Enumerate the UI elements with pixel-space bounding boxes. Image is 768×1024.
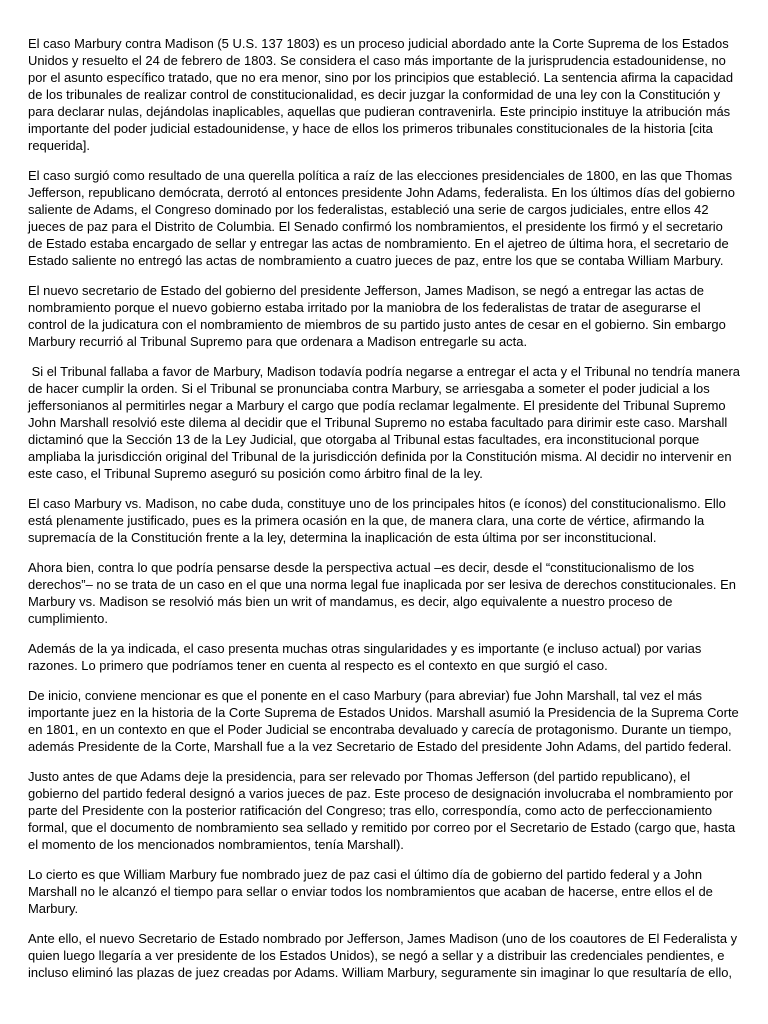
paragraph <box>28 687 740 755</box>
text-line: Además de la ya indicada, el caso presenta muchas otras singularidades y es importante (e incluso actual) por varias <box>28 641 702 656</box>
text-line: jueces de paz para el Distrito de Columbia. El Senado confirmó los nombramientos, el presidente los firmó y el secretario <box>28 219 723 234</box>
text-line: Justo antes de que Adams deje la presidencia, para ser relevado por Thomas Jefferson (del partido republicano), el <box>28 769 691 784</box>
text-line: Lo cierto es que William Marbury fue nombrado juez de paz casi el último día de gobierno del partido federal y a John <box>28 867 703 882</box>
text-line: Marshall no le alcanzó el tiempo para sellar o enviar todos los nombramientos que acaban de hacerse, entre ellos el de <box>28 884 713 899</box>
text-line: en 1801, en un contexto en que el Poder Judicial se encontraba devaluado y carecía de protagonismo. Durante un tiempo, <box>28 722 732 737</box>
text-line: incluso eliminó las plazas de juez creadas por Adams. William Marbury, seguramente sin imaginar lo que resultaría de ello, <box>28 965 733 980</box>
text-line: De inicio, conviene mencionar es que el ponente en el caso Marbury (para abreviar) fue John Marshall, tal vez el más <box>28 688 703 703</box>
text-line: El nuevo secretario de Estado del gobierno del presidente Jefferson, James Madison, se negó a entregar las actas de <box>28 283 705 298</box>
text-line: además Presidente de la Corte, Marshall fue a la vez Secretario de Estado del presidente John Adams, del partido federal. <box>28 739 732 754</box>
text-line: de Estado estaba encargado de sellar y entregar las actas de nombramiento. En el ajetreo de última hora, el secretario de <box>28 236 729 251</box>
text-line: Estado saliente no entregó las actas de nombramiento a cuatro jueces de paz, entre los que se contaba William Marbury. <box>28 253 724 268</box>
text-line: ampliaba la jurisdicción original del Tribunal de la jurisdicción definida por la Constitución misma. Al decidir no intervenir en <box>28 449 732 464</box>
text-line: de los tribunales de realizar control de constitucionalidad, es decir juzgar la conformidad de una ley con la Constitución y <box>28 87 721 102</box>
text-line: saliente de Adams, el Congreso dominado por los federalistas, estableció una serie de cargos judiciales, entre ellos 42 <box>28 202 709 217</box>
text-line: para declarar nulas, dejándolas inaplicables, aquellas que pudieran contravenirla. Este principio instituye la atribución más <box>28 104 731 119</box>
paragraph <box>28 282 740 350</box>
text-line: Ante ello, el nuevo Secretario de Estado nombrado por Jefferson, James Madison (uno de los coautores de El Federalista y <box>28 931 738 946</box>
text-line: importante del poder judicial estadounidense, y hace de ellos los primeros tribunales constitucionales de la historia [cita <box>28 121 713 136</box>
text-line: Marbury recurrió al Tribunal Supremo para que ordenara a Madison entregarle su acta. <box>28 334 528 349</box>
text-line: dictaminó que la Sección 13 de la Ley Judicial, que otorgaba al Tribunal estas facultades, era inconstitucional porque <box>28 432 700 447</box>
text-line: nombramiento porque el nuevo gobierno estaba irritado por la maniobra de los federalistas de tratar de asegurarse el <box>28 300 701 315</box>
text-line: Marbury vs. Madison se resolvió más bien un writ of mandamus, es decir, algo equivalente a nuestro proceso de <box>28 594 673 609</box>
text-line: requerida]. <box>28 138 90 153</box>
text-line: control de la judicatura con el nombramiento de miembros de su partido justo antes de cesar en el gobierno. Sin embargo <box>28 317 726 332</box>
text-line: por el asunto específico tratado, que no era menor, sino por los principios que estableció. La sentencia afirma la capacidad <box>28 70 734 85</box>
document-body <box>28 35 740 994</box>
text-line: John Marshall resolvió este dilema al decidir que el Tribunal Supremo no estaba facultado para dirimir este caso. Marshall <box>28 415 728 430</box>
text-line: formal, que el documento de nombramiento sea sellado y remitido por correo por el Secretario de Estado (cargo que, hasta <box>28 820 736 835</box>
text-line: Si el Tribunal fallaba a favor de Marbury, Madison todavía podría negarse a entregar el acta y el Tribunal no tendría manera <box>28 364 740 379</box>
text-line: importante juez en la historia de la Corte Suprema de Estados Unidos. Marshall asumió la Presidencia de la Suprema Corte <box>28 705 739 720</box>
paragraph <box>28 930 740 981</box>
text-line: quien luego llegaría a ver presidente de los Estados Unidos), se negó a sellar y a distribuir las credenciales pendientes, e <box>28 948 725 963</box>
paragraph <box>28 35 740 154</box>
text-line: derechos”– no se trata de un caso en el que una norma legal fue inaplicada por ser lesiva de derechos constitucionales. En <box>28 577 736 592</box>
text-line: de hacer cumplir la orden. Si el Tribunal se pronunciaba contra Marbury, se arriesgaba a someter el poder judicial a los <box>28 381 710 396</box>
text-line: El caso Marbury contra Madison (5 U.S. 137 1803) es un proceso judicial abordado ante la Corte Suprema de los Estados <box>28 36 729 51</box>
text-line: está plenamente justificado, pues es la primera ocasión en la que, de manera clara, una corte de vértice, afirmando la <box>28 513 705 528</box>
text-line: cumplimiento. <box>28 611 108 626</box>
paragraph <box>28 768 740 853</box>
text-line: jeffersonianos al permitirles negar a Marbury el cargo que podía reclamar legalmente. El presidente del Tribunal Supremo <box>28 398 726 413</box>
text-line: Unidos y resuelto el 24 de febrero de 1803. Se considera el caso más importante de la jurisprudencia estadounidense, no <box>28 53 726 68</box>
text-line: Jefferson, republicano demócrata, derrotó al entonces presidente John Adams, federalista. En los últimos días del gobierno <box>28 185 735 200</box>
text-line: razones. Lo primero que podríamos tener en cuenta al respecto es el contexto en que surgió el caso. <box>28 658 608 673</box>
paragraph <box>28 640 740 674</box>
paragraph <box>28 495 740 546</box>
text-line: supremacía de la Constitución frente a la ley, determina la inaplicación de esta última por ser inconstitucional. <box>28 530 657 545</box>
paragraph <box>28 559 740 627</box>
text-line: parte del Presidente con la posterior ratificación del Congreso; tras ello, correspondía, como acto de perfeccionamiento <box>28 803 713 818</box>
text-line: El caso Marbury vs. Madison, no cabe duda, constituye uno de los principales hitos (e íconos) del constitucionalismo. Ello <box>28 496 726 511</box>
paragraph <box>28 866 740 917</box>
text-line: El caso surgió como resultado de una querella política a raíz de las elecciones presidenciales de 1800, en las que Thomas <box>28 168 733 183</box>
text-line: Marbury. <box>28 901 79 916</box>
text-line: el momento de los mencionados nombramientos, tenía Marshall). <box>28 837 404 852</box>
paragraph <box>28 167 740 269</box>
paragraph <box>28 363 740 482</box>
text-line: gobierno del partido federal designó a varios jueces de paz. Este proceso de designación involucraba el nombramiento por <box>28 786 734 801</box>
text-line: este caso, el Tribunal Supremo aseguró su posición como árbitro final de la ley. <box>28 466 483 481</box>
text-line: Ahora bien, contra lo que podría pensarse desde la perspectiva actual –es decir, desde el “constitucionalismo de los <box>28 560 695 575</box>
